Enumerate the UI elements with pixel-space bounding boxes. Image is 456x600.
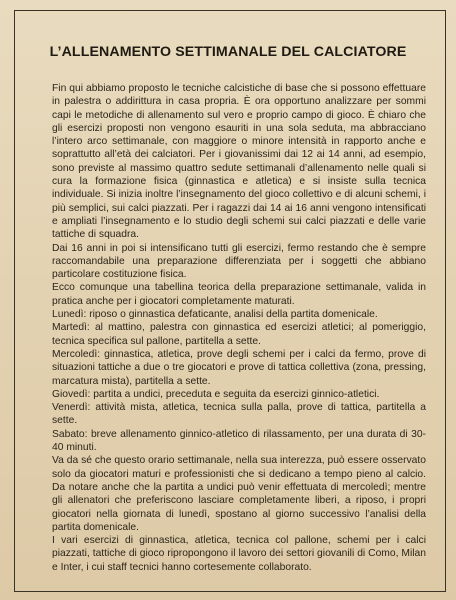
paragraph-intro: Fin qui abbiamo proposto le tecniche calcistiche di base che si possono effettuare in palestra o addirittura in casa propria. È ora opportuno analizzare per sommi capi le metodiche di allenamento sul vero e proprio campo di gioco. È chiaro che gli esercizi proposti non vengono esauriti in una sola seduta, ma abbracciano l’intero arco settimanale, con maggiore o minore intensità in rapporto anche e soprattutto all’età dei calciatori. Per i giovanissimi dai 12 ai 14 anni, ad esempio, sono previste al massimo quattro sedute settimanali d’allenamento nelle quali si cura la formazione fisica (ginnastica e atletica) e si insiste sulla tecnica individuale. Si inizia inoltre l’insegnamento del gioco collettivo e di alcuni schemi, i più semplici, sui calci piazzati. Per i ragazzi dai 14 ai 16 anni vengono intensificati e ampliati l’insegnamento e lo studio degli schemi sui calci piazzati e delle varie tattiche di squadra. [52,83,426,241]
page-title: L’ALLENAMENTO SETTIMANALE DEL CALCIATORE [49,44,407,60]
paragraph-weekly-table-intro: Ecco comunque una tabellina teorica della preparazione settimanale, valida in pratica anche per i giocatori completamente maturati. [52,282,426,307]
paragraph-friday: Venerdì: attività mista, atletica, tecnica sulla palla, prove di tattica, partitella a sette. [52,402,426,427]
article-body [52,82,426,574]
paragraph-credits: I vari esercizi di ginnastica, atletica, tecnica col pallone, schemi per i calci piazzati, tattiche di gioco ripropongono il lavoro dei settori giovanili di Como, Milan e Inter, i cui staff tecnici hanno cortesemente collaborato. [52,535,426,573]
paragraph-saturday: Sabato: breve allenamento ginnico-atletico di rilassamento, per una durata di 30-40 minuti. [52,428,426,454]
paragraph-notes: Va da sé che questo orario settimanale, nella sua interezza, può essere osservato solo da giocatori maturi e professionisti che si dedicano a tempo pieno al calcio. Da notare anche che la partita a undici può venir effettuata di mercoledì; mentre gli allenatori che preferiscono lasciare completamente liberi, a riposo, i propri giocatori nella giornata di lunedì, spostano al giorno successivo l’analisi della partita domenicale. [52,455,426,533]
paragraph-thursday: Giovedì: partita a undici, preceduta e seguita da esercizi ginnico-atletici. [52,388,380,400]
paragraph-tuesday: Martedì: al mattino, palestra con ginnastica ed esercizi atletici; al pomeriggio, tecnica specifica sul pallone, partitella a sette. [52,322,426,347]
paragraph-over-16: Dai 16 anni in poi si intensificano tutti gli esercizi, fermo restando che è sempre raccomandabile una preparazione differenziata per i soggetti che abbiano particolare costituzione fisica. [52,242,426,281]
paragraph-monday: Lunedì: riposo o ginnastica defaticante, analisi della partita domenicale. [52,309,378,321]
paragraph-wednesday: Mercoledì: ginnastica, atletica, prove degli schemi per i calci da fermo, prove di situazioni tattiche a due o tre giocatori e prove di tattica collettiva (zona, pressing, marcatura mista), partitella a sette. [52,348,426,387]
